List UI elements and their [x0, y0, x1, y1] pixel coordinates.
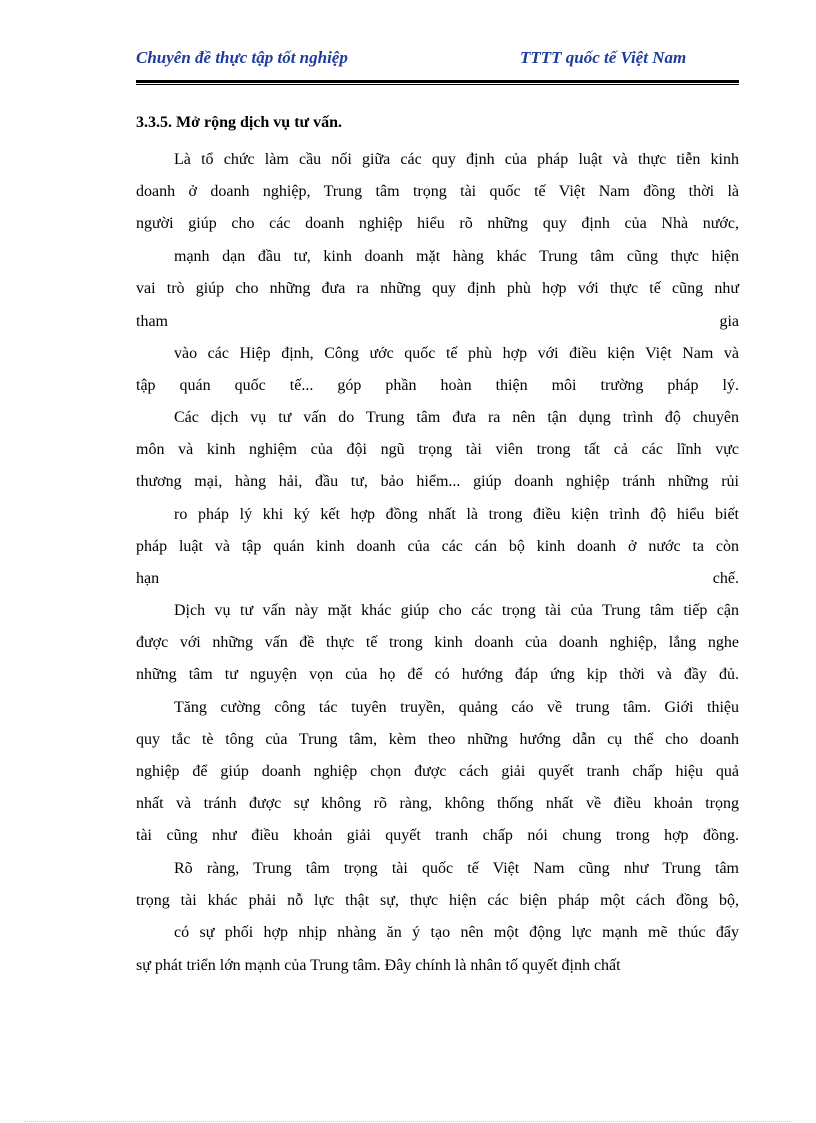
header-rule-thick [136, 80, 739, 83]
text-line: môn và kinh nghiệm của đội ngũ trọng tài viên trong tất cả các lĩnh vực [136, 441, 739, 458]
text-line: Là tổ chức làm cầu nối giữa các quy định của pháp luật và thực tiễn kinh [174, 151, 739, 168]
text-line: mạnh dạn đầu tư, kinh doanh mặt hàng khác Trung tâm cũng thực hiện [174, 248, 739, 265]
text-line: những tâm tư nguyện vọn của họ để có hướng đáp ứng kịp thời và đầy đủ. [136, 666, 739, 683]
section-heading: 3.3.5. Mở rộng dịch vụ tư vấn. [136, 114, 343, 131]
text-line: vào các Hiệp định, Công ước quốc tế phù hợp với điều kiện Việt Nam và [174, 345, 739, 362]
text-line: tài cũng như điều khoản giải quyết tranh chấp nói chung trong hợp đồng. [136, 827, 739, 844]
header-rule-thin [136, 84, 739, 85]
text-line [136, 568, 739, 590]
text-line: thương mại, hàng hải, đầu tư, bảo hiểm... giúp doanh nghiệp tránh những rủi [136, 473, 739, 490]
text-line-end: gia [719, 313, 739, 330]
text-line: vai trò giúp cho những đưa ra những quy định phù hợp với thực tế cũng như [136, 280, 739, 297]
text-line: sự phát triển lớn mạnh của Trung tâm. Đây chính là nhân tố quyết định chất [136, 957, 621, 974]
text-line: được với những vấn đề thực tế trong kinh doanh của doanh nghiệp, lắng nghe [136, 634, 739, 651]
text-line: doanh ở doanh nghiệp, Trung tâm trọng tài quốc tế Việt Nam đồng thời là [136, 183, 739, 200]
text-line: trọng tài khác phải nỗ lực thật sự, thực hiện các biện pháp một cách đồng bộ, [136, 892, 739, 909]
text-line-start: tham [136, 313, 168, 330]
text-line: người giúp cho các doanh nghiệp hiểu rõ những quy định của Nhà nước, [136, 215, 739, 232]
text-line: Dịch vụ tư vấn này mặt khác giúp cho các trọng tài của Trung tâm tiếp cận [174, 602, 739, 619]
header-left-title: Chuyên đề thực tập tốt nghiệp [136, 48, 348, 67]
page-bottom-border [24, 1121, 792, 1122]
text-line: có sự phối hợp nhịp nhàng ăn ý tạo nên một động lực mạnh mẽ thúc đẩy [174, 924, 739, 941]
text-line: quy tắc tè tông của Trung tâm, kèm theo những hướng dẫn cụ thể cho doanh [136, 731, 739, 748]
text-line: ro pháp lý khi ký kết hợp đồng nhất là trong điều kiện trình độ hiểu biết [174, 506, 739, 523]
text-line: Các dịch vụ tư vấn do Trung tâm đưa ra nên tận dụng trình độ chuyên [174, 409, 739, 426]
text-line: Tăng cường công tác tuyên truyền, quảng cáo về trung tâm. Giới thiệu [174, 699, 739, 716]
text-line-start: hạn [136, 570, 160, 587]
text-line [136, 311, 739, 333]
page-header [136, 48, 739, 72]
text-line: Rõ ràng, Trung tâm trọng tài quốc tế Việt Nam cũng như Trung tâm [174, 860, 739, 877]
header-right-title: TTTT quốc tế Việt Nam [520, 48, 687, 67]
text-line: tập quán quốc tế... góp phần hoàn thiện môi trường pháp lý. [136, 377, 739, 394]
text-line: nghiệp để giúp doanh nghiệp chọn được cách giải quyết tranh chấp hiệu quả [136, 763, 739, 780]
text-line: pháp luật và tập quán kinh doanh của các cán bộ kinh doanh ở nước ta còn [136, 538, 739, 555]
text-line-end: chế. [712, 570, 739, 587]
text-line: nhất và tránh được sự không rõ ràng, không thống nhất về điều khoản trọng [136, 795, 739, 812]
